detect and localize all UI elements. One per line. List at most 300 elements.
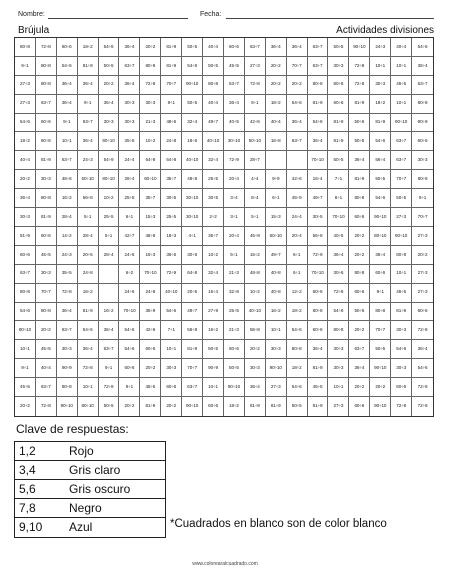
grid-cell: 36÷4 (328, 246, 349, 265)
grid-cell: 20÷2 (140, 38, 161, 57)
grid-cell: 27÷9 (203, 303, 224, 322)
name-field-line[interactable] (48, 18, 188, 19)
answer-key-row (15, 499, 165, 518)
grid-cell: 60÷6 (15, 246, 36, 265)
grid-cell: 63÷7 (99, 340, 120, 359)
grid-cell: 48÷8 (245, 265, 266, 284)
grid-cell: 54÷6 (287, 378, 308, 397)
grid-cell: 54÷6 (119, 321, 140, 340)
grid-cell: 81÷9 (308, 359, 329, 378)
grid-cell: 90÷10 (370, 359, 391, 378)
grid-cell: 72÷8 (328, 284, 349, 303)
grid-cell: 24÷6 (119, 246, 140, 265)
grid-cell: 81÷9 (36, 151, 57, 170)
grid-cell: 35÷7 (161, 170, 182, 189)
grid-cell: 18÷2 (287, 303, 308, 322)
date-label: Fecha: (200, 11, 222, 18)
grid-cell: 80÷8 (203, 76, 224, 95)
grid-cell: 20÷2 (140, 359, 161, 378)
grid-cell: 63÷7 (78, 114, 99, 133)
grid-cell: 40÷4 (391, 38, 412, 57)
footer-url: www.colorearalcuadrado.com (192, 561, 258, 567)
grid-cell: 27÷3 (245, 57, 266, 76)
header-bar (14, 9, 434, 23)
grid-cell: 9÷1 (245, 95, 266, 114)
grid-cell: 6÷1 (287, 246, 308, 265)
grid-cell: 7÷1 (161, 321, 182, 340)
grid-cell: 90÷10 (349, 38, 370, 57)
grid-cell: 63÷7 (349, 340, 370, 359)
grid-cell: 36÷4 (57, 303, 78, 322)
answer-key-color-name: Azul (69, 520, 93, 534)
grid-cell: 16÷2 (78, 284, 99, 303)
grid-cell: 4÷1 (182, 227, 203, 246)
grid-cell: 25÷5 (99, 208, 120, 227)
grid-cell (266, 151, 287, 170)
grid-cell: 27÷3 (266, 378, 287, 397)
grid-cell: 30÷3 (119, 114, 140, 133)
grid-cell: 90÷10 (391, 114, 412, 133)
grid-cell: 60÷6 (140, 340, 161, 359)
grid-cell: 60÷6 (36, 114, 57, 133)
grid-cell: 90÷9 (203, 359, 224, 378)
grid-cell: 64÷8 (182, 265, 203, 284)
grid-cell: 60÷6 (36, 132, 57, 151)
grid-cell: 18÷2 (224, 397, 245, 416)
grid-cell: 32÷4 (182, 114, 203, 133)
grid-cell: 54÷6 (78, 321, 99, 340)
grid-cell: 20÷2 (349, 246, 370, 265)
answer-key-numbers: 3,4 (19, 463, 36, 477)
grid-cell: 72÷9 (224, 151, 245, 170)
grid-cell: 20÷2 (36, 321, 57, 340)
answer-key-numbers: 1,2 (19, 444, 36, 458)
grid-cell: 50÷5 (391, 189, 412, 208)
grid-cell: 45÷9 (287, 189, 308, 208)
grid-cell: 70÷7 (182, 359, 203, 378)
grid-cell: 60÷6 (308, 321, 329, 340)
grid-cell: 50÷5 (370, 170, 391, 189)
grid-cell: 24÷3 (78, 151, 99, 170)
grid-cell: 18÷3 (140, 246, 161, 265)
grid-cell: 60÷6 (328, 95, 349, 114)
grid-cell: 32÷4 (203, 151, 224, 170)
grid-cell: 32÷4 (203, 265, 224, 284)
grid-cell: 40÷10 (182, 151, 203, 170)
grid-cell: 2÷2 (203, 208, 224, 227)
grid-cell: 60÷6 (119, 359, 140, 378)
grid-cell: 27÷3 (412, 227, 433, 246)
grid-cell: 81÷9 (78, 57, 99, 76)
name-label: Nombre: (18, 11, 45, 18)
grid-cell: 63÷7 (119, 57, 140, 76)
grid-cell: 16÷2 (203, 321, 224, 340)
grid-cell: 18÷2 (370, 95, 391, 114)
grid-cell: 30÷3 (140, 95, 161, 114)
grid-cell: 54÷6 (182, 57, 203, 76)
grid-cell: 10÷1 (391, 57, 412, 76)
grid-cell: 16÷4 (308, 170, 329, 189)
grid-cell: 10÷2 (203, 246, 224, 265)
grid-cell: 16÷4 (203, 284, 224, 303)
grid-cell: 30÷3 (391, 359, 412, 378)
grid-cell: 30÷5 (308, 208, 329, 227)
answer-key-row (15, 442, 165, 461)
grid-cell: 30÷3 (391, 321, 412, 340)
grid-cell: 54÷6 (370, 132, 391, 151)
grid-cell: 7÷1 (328, 170, 349, 189)
grid-cell: 20÷2 (266, 57, 287, 76)
grid-cell: 30÷3 (266, 340, 287, 359)
grid-cell: 50÷5 (99, 57, 120, 76)
grid-cell: 80÷8 (412, 170, 433, 189)
grid-cell: 21÷3 (224, 321, 245, 340)
grid-cell: 30÷3 (57, 340, 78, 359)
answer-key-row (15, 480, 165, 499)
grid-cell: 3÷1 (224, 208, 245, 227)
grid-cell: 54÷6 (308, 114, 329, 133)
grid-cell: 20÷2 (349, 227, 370, 246)
grid-cell: 36÷4 (370, 246, 391, 265)
grid-cell: 90÷10 (182, 76, 203, 95)
grid-cell: 25÷5 (161, 208, 182, 227)
grid-cell: 42÷6 (245, 114, 266, 133)
grid-cell: 49÷7 (308, 189, 329, 208)
grid-cell: 81÷9 (328, 114, 349, 133)
grid-cell: 54÷6 (15, 114, 36, 133)
grid-cell: 54÷6 (161, 303, 182, 322)
grid-cell: 20÷2 (161, 397, 182, 416)
grid-cell: 80÷8 (308, 76, 329, 95)
grid-cell: 81÷9 (328, 132, 349, 151)
grid-cell: 90÷10 (266, 359, 287, 378)
grid-cell: 30÷6 (182, 246, 203, 265)
grid-cell: 20÷4 (224, 227, 245, 246)
grid-cell: 27÷3 (15, 76, 36, 95)
grid-cell: 5÷1 (99, 227, 120, 246)
grid-cell: 70÷7 (391, 170, 412, 189)
grid-cell: 70÷7 (36, 284, 57, 303)
grid-cell: 80÷8 (15, 284, 36, 303)
grid-cell: 20÷2 (349, 378, 370, 397)
grid-cell: 36÷4 (224, 95, 245, 114)
grid-cell: 81÷9 (245, 397, 266, 416)
grid-cell: 9÷1 (99, 359, 120, 378)
grid-cell: 50÷5 (287, 397, 308, 416)
grid-cell: 63÷7 (391, 132, 412, 151)
grid-cell: 45÷5 (15, 378, 36, 397)
grid-cell: 4÷4 (245, 170, 266, 189)
grid-cell: 54÷6 (370, 189, 391, 208)
grid-cell: 16÷2 (57, 189, 78, 208)
grid-cell: 20÷2 (15, 170, 36, 189)
grid-cell: 30÷5 (203, 189, 224, 208)
answer-key-color-name: Negro (69, 501, 102, 515)
grid-cell: 28÷4 (119, 170, 140, 189)
grid-cell: 49÷7 (266, 246, 287, 265)
grid-cell: 27÷3 (15, 95, 36, 114)
grid-cell: 36÷4 (287, 114, 308, 133)
grid-cell: 90÷10 (370, 208, 391, 227)
grid-cell: 63÷7 (224, 76, 245, 95)
grid-cell: 9÷1 (119, 378, 140, 397)
grid-cell: 50÷5 (182, 95, 203, 114)
grid-cell: 45÷5 (224, 57, 245, 76)
grid-cell: 63÷7 (182, 378, 203, 397)
grid-cell: 45÷5 (391, 284, 412, 303)
grid-cell: 30÷3 (36, 170, 57, 189)
grid-cell: 20÷2 (266, 76, 287, 95)
grid-cell: 30÷3 (370, 76, 391, 95)
grid-cell: 20÷5 (182, 284, 203, 303)
grid-cell: 50÷5 (349, 132, 370, 151)
grid-cell: 80÷8 (328, 321, 349, 340)
grid-cell: 40÷4 (203, 95, 224, 114)
grid-cell: 20÷2 (412, 246, 433, 265)
grid-cell: 18÷2 (78, 38, 99, 57)
grid-cell: 70÷7 (412, 208, 433, 227)
grid-cell: 5÷1 (224, 246, 245, 265)
grid-cell: 54÷6 (412, 359, 433, 378)
grid-cell: 40÷8 (266, 284, 287, 303)
grid-cell: 80÷8 (287, 340, 308, 359)
grid-cell: 28÷4 (57, 208, 78, 227)
grid-cell: 25÷5 (203, 170, 224, 189)
grid-cell: 80÷10 (99, 132, 120, 151)
grid-cell: 54÷6 (99, 38, 120, 57)
grid-cell: 10÷1 (370, 57, 391, 76)
grid-cell: 63÷7 (57, 151, 78, 170)
grid-cell: 25÷5 (119, 189, 140, 208)
grid-cell: 36÷4 (78, 132, 99, 151)
grid-cell: 63÷7 (15, 265, 36, 284)
grid-cell: 6÷1 (266, 189, 287, 208)
grid-cell: 80÷8 (36, 76, 57, 95)
grid-cell: 60÷6 (349, 284, 370, 303)
grid-cell: 8÷4 (245, 189, 266, 208)
grid-cell: 72÷8 (99, 378, 120, 397)
grid-cell: 81÷9 (349, 170, 370, 189)
grid-cell: 20÷2 (119, 397, 140, 416)
grid-cell: 81÷9 (36, 208, 57, 227)
grid-cell: 90÷10 (391, 227, 412, 246)
grid-cell: 25÷5 (224, 303, 245, 322)
grid-cell: 50÷10 (78, 170, 99, 189)
grid-cell: 30÷3 (412, 151, 433, 170)
grid-cell: 30÷3 (36, 265, 57, 284)
grid-cell: 16÷8 (266, 132, 287, 151)
grid-cell: 9÷1 (15, 359, 36, 378)
grid-cell: 81÷9 (391, 303, 412, 322)
grid-cell: 5÷1 (78, 208, 99, 227)
grid-cell: 64÷8 (161, 151, 182, 170)
answer-key-color-name: Rojo (69, 444, 94, 458)
grid-cell: 36÷4 (15, 189, 36, 208)
grid-cell: 40÷4 (266, 114, 287, 133)
grid-cell: 20÷2 (15, 397, 36, 416)
grid-cell: 10÷2 (245, 284, 266, 303)
grid-cell: 36÷4 (266, 38, 287, 57)
answer-key-numbers: 5,6 (19, 482, 36, 496)
grid-cell: 24÷4 (119, 151, 140, 170)
grid-cell: 63÷7 (308, 38, 329, 57)
grid-cell: 60÷6 (412, 303, 433, 322)
grid-cell: 36÷4 (308, 132, 329, 151)
grid-cell: 16÷2 (245, 246, 266, 265)
answer-key-numbers: 7,8 (19, 501, 36, 515)
grid-cell: 63÷7 (245, 38, 266, 57)
grid-cell: 80÷8 (349, 265, 370, 284)
grid-cell: 70÷7 (370, 321, 391, 340)
grid-cell: 10÷1 (391, 95, 412, 114)
grid-cell: 50÷5 (370, 340, 391, 359)
grid-cell: 6÷1 (287, 265, 308, 284)
grid-cell: 72÷8 (349, 76, 370, 95)
grid-cell: 42÷7 (119, 227, 140, 246)
grid-cell: 72÷8 (245, 76, 266, 95)
grid-cell: 72÷8 (417, 403, 428, 409)
answer-key-color-name: Gris oscuro (69, 482, 131, 496)
grid-cell: 64÷8 (140, 151, 161, 170)
grid-cell: 9÷1 (161, 95, 182, 114)
grid-cell: 56÷8 (308, 227, 329, 246)
grid-cell: 36÷4 (78, 76, 99, 95)
grid-cell: 72÷8 (57, 284, 78, 303)
grid-cell: 81÷9 (308, 95, 329, 114)
grid-cell: 27÷3 (412, 265, 433, 284)
grid-cell: 81÷9 (349, 95, 370, 114)
grid-cell: 50÷5 (349, 303, 370, 322)
grid-cell: 9÷1 (412, 189, 433, 208)
grid-cell: 35÷5 (57, 265, 78, 284)
grid-cell: 36÷4 (349, 359, 370, 378)
grid-cell: 24÷8 (140, 284, 161, 303)
grid-cell: 80÷8 (370, 303, 391, 322)
grid-cell: 72÷9 (308, 246, 329, 265)
grid-cell: 30÷3 (245, 359, 266, 378)
grid-cell: 72÷8 (391, 397, 412, 416)
grid-cell: 9÷9 (266, 170, 287, 189)
division-grid (14, 37, 434, 417)
grid-cell: 14÷2 (57, 227, 78, 246)
grid-cell: 50÷5 (99, 397, 120, 416)
grid-cell: 63÷7 (36, 378, 57, 397)
date-field-line[interactable] (226, 18, 434, 19)
grid-cell: 63÷7 (412, 76, 433, 95)
grid-cell: 21÷3 (224, 265, 245, 284)
grid-cell: 81÷9 (161, 38, 182, 57)
grid-cell: 60÷6 (36, 227, 57, 246)
grid-cell: 10÷1 (328, 378, 349, 397)
grid-cell: 54÷9 (99, 151, 120, 170)
grid-cell: 18÷3 (161, 227, 182, 246)
grid-cell: 50÷5 (203, 57, 224, 76)
answer-key-color-name: Gris claro (69, 463, 121, 477)
grid-cell: 56÷8 (78, 189, 99, 208)
grid-cell: 40÷10 (161, 284, 182, 303)
grid-cell: 42÷6 (287, 170, 308, 189)
grid-cell: 50÷5 (182, 38, 203, 57)
grid-cell: 16÷2 (99, 303, 120, 322)
grid-cell: 60÷6 (412, 132, 433, 151)
grid-cell: 60÷6 (349, 208, 370, 227)
grid-cell: 50÷5 (328, 151, 349, 170)
grid-cell: 45÷5 (391, 76, 412, 95)
grid-cell: 36÷4 (412, 340, 433, 359)
grid-cell: 54÷6 (391, 340, 412, 359)
grid-cell: 80÷8 (36, 189, 57, 208)
grid-cell: 81÷9 (15, 227, 36, 246)
grid-cell: 10÷1 (57, 132, 78, 151)
grid-cell: 30÷3 (99, 114, 120, 133)
grid-cell: 30÷5 (161, 189, 182, 208)
grid-cell: 80÷8 (328, 76, 349, 95)
grid-cell: 60÷6 (308, 284, 329, 303)
grid-cell: 8÷1 (328, 189, 349, 208)
grid-cell: 21÷3 (140, 114, 161, 133)
answer-key-row (15, 518, 165, 537)
grid-cell: 40÷4 (15, 151, 36, 170)
worksheet-subtitle: Actividades divisiones (336, 25, 434, 36)
grid-cell: 63÷7 (308, 57, 329, 76)
grid-cell: 60÷6 (370, 265, 391, 284)
grid-cell: 48÷8 (140, 227, 161, 246)
grid-cell: 45÷5 (140, 378, 161, 397)
answer-key-title: Clave de respuestas: (16, 422, 129, 436)
grid-cell: 80÷8 (391, 246, 412, 265)
grid-cell: 60÷6 (349, 397, 370, 416)
grid-cell: 27÷3 (412, 284, 433, 303)
grid-cell: 70÷10 (119, 303, 140, 322)
grid-cell: 28÷4 (99, 246, 120, 265)
grid-cell: 30÷3 (328, 359, 349, 378)
grid-cell: 20÷2 (370, 378, 391, 397)
title-row (14, 24, 434, 38)
grid-cell: 81÷9 (161, 57, 182, 76)
grid-cell: 36÷4 (245, 378, 266, 397)
grid-cell: 30÷3 (328, 340, 349, 359)
grid-cell: 63÷7 (36, 95, 57, 114)
grid-cell: 35÷7 (203, 227, 224, 246)
grid-cell: 72÷8 (36, 38, 57, 57)
grid-cell: 6÷1 (119, 208, 140, 227)
grid-cell: 20÷2 (245, 340, 266, 359)
grid-cell: 90÷10 (370, 397, 391, 416)
grid-cell: 80÷8 (57, 378, 78, 397)
grid-cell: 20÷2 (349, 321, 370, 340)
grid-cell: 50÷5 (224, 359, 245, 378)
grid-cell: 20÷2 (287, 76, 308, 95)
grid-cell: 36÷4 (412, 57, 433, 76)
grid-cell: 54÷6 (57, 57, 78, 76)
grid-cell: 15÷3 (266, 208, 287, 227)
grid-cell: 70÷7 (287, 57, 308, 76)
grid-cell: 60÷6 (224, 38, 245, 57)
grid-cell: 72÷8 (412, 378, 433, 397)
grid-cell: 80÷8 (15, 38, 36, 57)
grid-cell: 50÷5 (328, 38, 349, 57)
grid-cell: 32÷8 (224, 284, 245, 303)
grid-cell: 54÷6 (287, 321, 308, 340)
grid-cell: 49÷7 (182, 303, 203, 322)
grid-cell: 36÷4 (99, 321, 120, 340)
grid-cell: 48÷6 (57, 170, 78, 189)
grid-cell: 30÷10 (182, 208, 203, 227)
grid-cell: 60÷6 (203, 397, 224, 416)
grid-cell: 80÷10 (78, 397, 99, 416)
grid-cell: 80÷10 (370, 227, 391, 246)
grid-cell: 72÷8 (36, 397, 57, 416)
